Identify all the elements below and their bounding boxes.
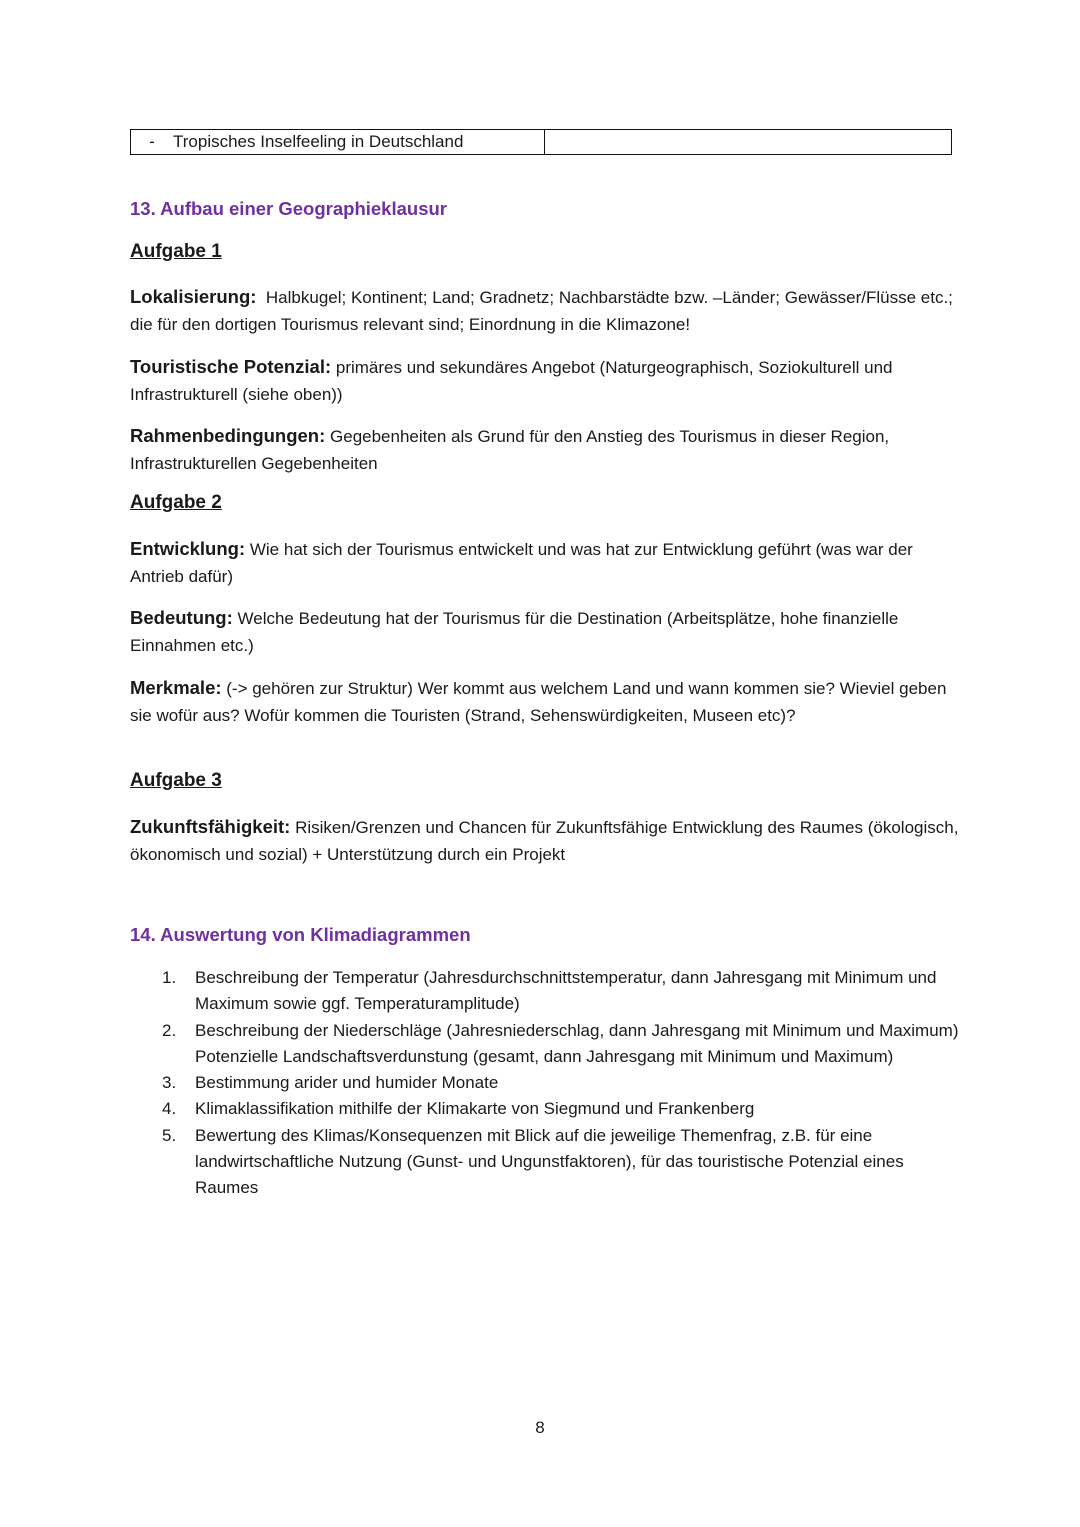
list-item-number: 3.: [162, 1073, 177, 1093]
merkmale-paragraph: [130, 674, 960, 729]
entwicklung-text: Wie hat sich der Tourismus entwickelt und was hat zur Entwicklung geführt (was war der Antrieb dafür): [130, 540, 913, 586]
klimadiagramm-steps-list: [130, 965, 960, 1202]
list-item: [130, 1096, 960, 1122]
task-1-title: Aufgabe 1: [130, 241, 222, 262]
list-item-text: Beschreibung der Niederschläge (Jahresniederschlag, dann Jahresgang mit Minimum und Maximum): [195, 1020, 959, 1040]
list-item-text: Klimaklassifikation mithilfe der Klimakarte von Siegmund und Frankenberg: [195, 1099, 755, 1119]
list-item-number: 5.: [162, 1125, 177, 1145]
list-item-extra-text: Potenzielle Landschaftsverdunstung (gesamt, dann Jahresgang mit Minimum und Maximum): [195, 1046, 894, 1066]
list-item-text: Bewertung des Klimas/Konsequenzen mit Blick auf die jeweilige Themenfrag, z.B. für eine landwirtschaftliche Nutzung (Gunst- und Ungunstfaktoren), für das touristische Potenzial eines Raumes: [195, 1125, 904, 1198]
potenzial-text: primäres und sekundäres Angebot (Naturgeographisch, Soziokulturell und Infrastrukturell (siehe oben)): [130, 358, 893, 404]
lokalisierung-paragraph: [130, 283, 960, 338]
rahmen-paragraph: [130, 422, 960, 477]
list-item: [130, 1123, 960, 1202]
rahmen-text: Gegebenheiten als Grund für den Anstieg des Tourismus in dieser Region, Infrastrukturellen Gegebenheiten: [130, 427, 890, 473]
list-item-number: 2.: [162, 1020, 177, 1040]
list-item-text: Beschreibung der Temperatur (Jahresdurchschnittstemperatur, dann Jahresgang mit Minimum und Maximum sowie ggf. Temperaturamplitude): [195, 968, 937, 1014]
bedeutung-paragraph: [130, 604, 960, 659]
list-item-number: 1.: [162, 968, 177, 987]
list-item-text: Bestimmung arider und humider Monate: [195, 1073, 499, 1093]
task-3-title: Aufgabe 3: [130, 770, 222, 791]
table-cell-left: [131, 130, 545, 155]
task-3-block: [130, 770, 960, 792]
list-item: [130, 965, 960, 1018]
lokalisierung-text: Halbkugel; Kontinent; Land; Gradnetz; Nachbarstädte bzw. –Länder; Gewässer/Flüsse etc.; die für den dortigen Tourismus relevant sind; Einordnung in die Klimazone!: [130, 288, 953, 334]
list-dash: -: [149, 132, 155, 151]
zukunft-text: Risiken/Grenzen und Chancen für Zukunftsfähige Entwicklung des Raumes (ökologisch, ökonomisch und sozial) + Unterstützung durch ein Projekt: [130, 818, 959, 864]
section-14-heading-block: [130, 924, 960, 946]
merkmale-label: Merkmale:: [130, 677, 222, 698]
entwicklung-label: Entwicklung:: [130, 538, 246, 559]
list-item: [130, 1070, 960, 1096]
merkmale-text: (-> gehören zur Struktur) Wer kommt aus welchem Land und wann kommen sie? Wieviel geben sie wofür aus? Wofür kommen die Touristen (Strand, Sehenswürdigkeiten, Museen etc)?: [130, 679, 947, 725]
rahmen-label: Rahmenbedingungen:: [130, 425, 326, 446]
entwicklung-paragraph: [130, 535, 960, 590]
list-item-number: 4.: [162, 1099, 177, 1119]
zukunft-label: Zukunftsfähigkeit:: [130, 816, 291, 837]
task-2-title: Aufgabe 2: [130, 492, 222, 513]
section-13-heading-block: [130, 198, 960, 220]
table-cell-right: [545, 130, 952, 155]
potenzial-label: Touristische Potenzial:: [130, 356, 332, 377]
list-item: [130, 1018, 960, 1071]
tourism-table-row: [130, 129, 952, 155]
lokalisierung-label: Lokalisierung:: [130, 286, 257, 307]
section-13-heading: 13. Aufbau einer Geographieklausur: [130, 198, 447, 219]
potenzial-paragraph: [130, 353, 960, 408]
section-14-heading: 14. Auswertung von Klimadiagrammen: [130, 924, 471, 945]
task-2-block: [130, 492, 960, 514]
bedeutung-text: Welche Bedeutung hat der Tourismus für die Destination (Arbeitsplätze, hohe finanzielle Einnahmen etc.): [130, 609, 899, 655]
table-cell-text: Tropisches Inselfeeling in Deutschland: [173, 132, 464, 151]
task-1-block: [130, 241, 960, 263]
bedeutung-label: Bedeutung:: [130, 607, 233, 628]
zukunft-paragraph: [130, 813, 960, 868]
page-number: 8: [535, 1418, 545, 1437]
